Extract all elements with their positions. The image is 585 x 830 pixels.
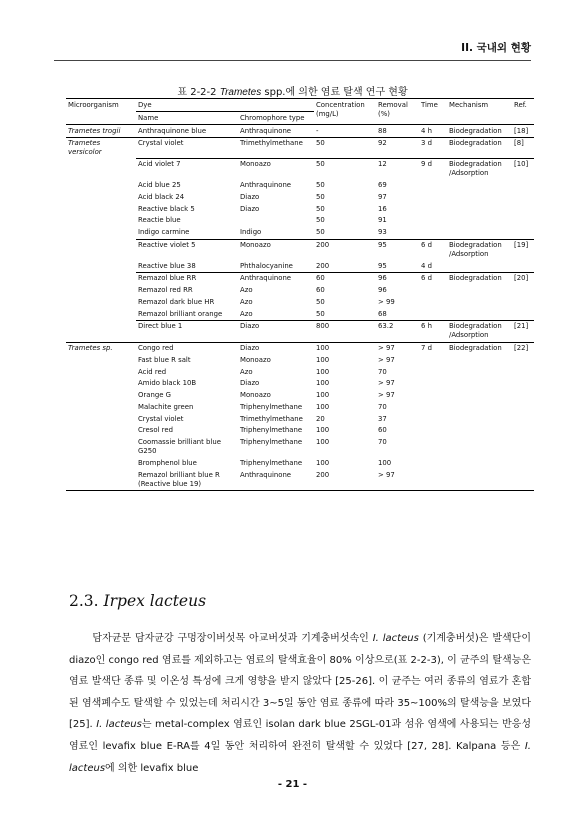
removal-cell: 70 [378,402,387,411]
table-caption [0,83,585,98]
concentration-cell: 50 [316,297,325,306]
organism-cell [66,192,136,204]
concentration-cell: 50 [316,181,325,190]
organism-cell [66,401,136,413]
ref-cell [512,308,534,320]
organism-cell [66,308,136,320]
table-row [66,203,534,215]
concentration-cell: 20 [316,414,325,423]
organism-cell [66,273,136,285]
mechanism-cell [447,180,512,192]
organism-cell [66,215,136,227]
dye-name-cell: Remazol brilliant orange [138,309,223,318]
header-microorganism: Microorganism [66,99,136,112]
table-row [66,457,534,469]
ref-cell: [18] [512,125,534,138]
header-removal: Removal (%) [376,99,419,125]
ref-cell: [8] [512,137,534,158]
dye-name-cell: Orange G [138,391,171,400]
table-row [66,366,534,378]
table-row [66,239,534,260]
concentration-cell: 60 [316,286,325,295]
removal-cell: 69 [378,181,387,190]
removal-cell: > 97 [378,379,395,388]
dye-name-cell: Crystal violet [138,414,184,423]
table-row [66,321,534,343]
mechanism-cell: Biodegradation [447,137,512,158]
concentration-cell: 200 [314,469,376,490]
time-cell [419,457,447,469]
dye-name-cell: Indigo carmine [138,228,190,237]
mechanism-cell: Biodegradation [447,342,512,354]
chromophore-cell: Azo [240,309,253,318]
concentration-cell: 100 [316,367,330,376]
dye-name-cell: Reactive violet 5 [136,239,238,260]
dye-name-cell: Remazol dark blue HR [138,297,215,306]
time-cell [419,469,447,490]
concentration-cell: - [314,125,376,138]
dye-name-cell: Reactive blue 38 [138,261,196,270]
removal-cell: 68 [378,309,387,318]
chromophore-cell: Anthraquinone [238,273,314,285]
time-cell: 9 d [419,159,447,180]
dye-name-cell: Direct blue 1 [136,321,238,343]
mechanism-cell [447,203,512,215]
chromophore-cell: Triphenylmethane [240,438,303,447]
mechanism-cell [447,285,512,297]
time-cell [419,401,447,413]
body-text: 에 의한 levafix blue [105,762,199,774]
mechanism-cell: Biodegradation [447,125,512,138]
dye-name-cell: Bromphenol blue [138,458,197,467]
chromophore-cell: Diazo [238,321,314,343]
body-text: 는 metal-complex 염료인 isolan dark blue 2SGL-01과 섬유 염색에 사용되는 반응성 염료인 levafix blue E-RA를 4일 동안 처리하여 완전히 탈색할 수 있었다 [27, 28]. Kalpana 등은 [69,719,531,752]
organism-cell: Trametes sp. [66,342,136,354]
section-heading [69,592,206,610]
chromophore-cell: Monoazo [238,159,314,180]
organism-cell [66,321,136,343]
section-title: Irpex lacteus [103,592,207,610]
chromophore-cell: Diazo [240,192,260,201]
table-row [66,159,534,180]
mechanism-cell [447,413,512,425]
removal-cell: 12 [376,159,419,180]
ref-cell: [19] [512,239,534,260]
time-cell [419,437,447,458]
chromophore-cell: Monoazo [238,239,314,260]
header-name: Name [136,112,238,125]
organism-cell [66,203,136,215]
mechanism-cell [447,469,512,490]
page-number: - 21 - [277,779,308,790]
mechanism-cell [447,366,512,378]
chromophore-cell: Anthraquinone [240,181,292,190]
dye-name-cell: Remazol blue RR [136,273,238,285]
chromophore-cell: Trimethylmethane [238,137,314,158]
table-row [66,308,534,320]
organism-cell [66,239,136,260]
concentration-cell: 50 [316,204,325,213]
concentration-cell: 100 [316,458,330,467]
removal-cell: 93 [378,228,387,237]
body-text: (기계충버섯)은 발색단이 diazo인 congo red 염료를 제외하고는 염료의 탈색효율이 80% 이상으로(표 2-2-3), 이 균주의 탈색능은 염료 발색단 종류 및 이온성 특성에 크게 영향을 받지 않았다 [25-26]. 이 균주는 여러 종류의 염료가 혼합된 염색폐수도 탈색할 수 있었는데 처리시간 3~5일 동안 염료 종류에 따라 35~100%의 탈색능을 보였다 [25]. [69,633,531,731]
dye-name-cell: Acid violet 7 [136,159,238,180]
species-name: I. lacteus [69,740,531,774]
time-cell [419,413,447,425]
body-paragraph [69,628,531,779]
mechanism-cell [447,297,512,309]
time-cell: 3 d [419,137,447,158]
table-row [66,390,534,402]
chromophore-cell: Trimethylmethane [240,414,303,423]
table-row [66,215,534,227]
organism-cell [66,469,136,490]
organism-cell [66,413,136,425]
organism-cell [66,260,136,272]
header-rule [54,60,531,61]
time-cell: 6 d [419,273,447,285]
table-row [66,180,534,192]
removal-cell: 70 [378,438,387,447]
dye-name-cell: Acid blue 25 [138,181,181,190]
removal-cell: 100 [378,458,392,467]
time-cell [419,308,447,320]
ref-cell: [21] [512,321,534,343]
table-row [66,425,534,437]
concentration-cell: 100 [316,426,330,435]
concentration-cell: 50 [316,216,325,225]
mechanism-cell [447,401,512,413]
header-concentration: Concentration (mg/L) [314,99,376,125]
ref-cell [512,203,534,215]
time-cell [419,297,447,309]
removal-cell: 37 [378,414,387,423]
removal-cell: 63.2 [376,321,419,343]
removal-cell: > 99 [378,297,395,306]
table-row [66,227,534,239]
organism-cell [66,390,136,402]
mechanism-cell [447,378,512,390]
ref-cell [512,401,534,413]
time-cell [419,192,447,204]
removal-cell: 97 [378,192,387,201]
chromophore-cell: Azo [240,297,253,306]
table-row [66,437,534,458]
dye-name-cell: Malachite green [138,402,194,411]
mechanism-cell [447,354,512,366]
ref-cell [512,354,534,366]
mechanism-cell [447,308,512,320]
ref-cell [512,180,534,192]
dye-decolorization-table [66,98,534,491]
time-cell [419,378,447,390]
ref-cell [512,457,534,469]
table-row [66,342,534,354]
table-row [66,413,534,425]
organism-cell [66,180,136,192]
time-cell: 6 d [419,239,447,260]
removal-cell: > 97 [378,391,395,400]
dye-name-cell: Coomassie brilliant blue G250 [138,438,221,456]
chromophore-cell: Diazo [240,379,260,388]
organism-cell [66,378,136,390]
dye-name-cell: Reactie blue [138,216,181,225]
removal-cell: 92 [376,137,419,158]
time-cell [419,285,447,297]
chromophore-cell: Azo [240,286,253,295]
chromophore-cell: Diazo [238,342,314,354]
concentration-cell: 100 [316,391,330,400]
dye-name-cell: Acid black 24 [138,192,185,201]
caption-suffix: spp.에 의한 염료 탈색 연구 현황 [261,87,408,98]
removal-cell: 88 [376,125,419,138]
mechanism-cell: Biodegradation [447,273,512,285]
dye-name-cell: Congo red [136,342,238,354]
concentration-cell: 50 [314,159,376,180]
chromophore-cell: Monoazo [240,391,271,400]
time-cell [419,390,447,402]
removal-cell: 96 [378,286,387,295]
concentration-cell: 800 [314,321,376,343]
table-row [66,285,534,297]
mechanism-cell: Biodegradation /Adsorption [447,159,512,180]
time-cell: 4 h [419,125,447,138]
organism-cell [66,354,136,366]
mechanism-cell [447,437,512,458]
species-name: I. lacteus [96,719,142,731]
mechanism-cell [447,227,512,239]
removal-cell: 95 [376,239,419,260]
dye-name-cell: Acid red [138,367,167,376]
mechanism-cell [447,260,512,272]
chromophore-cell: Triphenylmethane [240,402,303,411]
chromophore-cell [238,215,314,227]
mechanism-cell [447,457,512,469]
ref-cell [512,469,534,490]
ref-cell [512,260,534,272]
running-header: II. 국내외 현황 [461,42,531,54]
header-chromophore: Chromophore type [238,112,314,125]
time-cell: 6 h [419,321,447,343]
chromophore-cell: Diazo [240,204,260,213]
mechanism-cell [447,425,512,437]
removal-cell: 70 [378,367,387,376]
ref-cell: [20] [512,273,534,285]
mechanism-cell [447,192,512,204]
table-row [66,273,534,285]
removal-cell: > 97 [378,355,395,364]
chromophore-cell: Monoazo [240,355,271,364]
organism-cell [66,366,136,378]
chromophore-cell: Phthalocyanine [240,261,293,270]
organism-cell [66,297,136,309]
mechanism-cell [447,390,512,402]
ref-cell: [10] [512,159,534,180]
header-blank [66,112,136,125]
ref-cell [512,215,534,227]
organism-cell: Trametes versicolor [66,137,136,158]
chromophore-cell: Anthraquinone [238,125,314,138]
header-mechanism: Mechanism [447,99,512,125]
mechanism-cell: Biodegradation /Adsorption [447,239,512,260]
table-row [66,137,534,158]
ref-cell [512,297,534,309]
species-name: I. lacteus [372,633,419,644]
dye-name-cell: Remazol red RR [138,286,193,295]
concentration-cell: 100 [316,438,330,447]
dye-name-cell: Fast blue R salt [138,355,191,364]
dye-name-cell: Crystal violet [136,137,238,158]
time-cell [419,215,447,227]
table-row [66,469,534,490]
removal-cell: 96 [376,273,419,285]
table-row [66,401,534,413]
time-cell [419,203,447,215]
concentration-cell: 50 [316,228,325,237]
ref-cell [512,437,534,458]
table-row [66,297,534,309]
header-time: Time [419,99,447,125]
ref-cell [512,366,534,378]
time-cell [419,354,447,366]
organism-cell [66,227,136,239]
ref-cell [512,285,534,297]
chromophore-cell: Azo [240,367,253,376]
concentration-cell: 100 [314,342,376,354]
organism-cell [66,425,136,437]
concentration-cell: 200 [314,239,376,260]
dye-name-cell: Cresol red [138,426,173,435]
time-cell: 4 d [421,261,432,270]
removal-cell: 95 [378,261,387,270]
organism-cell [66,285,136,297]
header-ref: Ref. [512,99,534,125]
body-text: 담자균문 담자균강 구멍장이버섯목 아교버섯과 기계충버섯속인 [92,633,373,644]
concentration-cell: 60 [314,273,376,285]
time-cell [419,227,447,239]
table-row [66,378,534,390]
organism-cell [66,159,136,180]
time-cell [419,366,447,378]
concentration-cell: 50 [316,309,325,318]
table-row [66,192,534,204]
table-row [66,260,534,272]
section-number: 2.3. [69,592,104,610]
table-row [66,354,534,366]
concentration-cell: 100 [316,355,330,364]
removal-cell: > 97 [376,342,419,354]
concentration-cell: 100 [316,402,330,411]
ref-cell [512,378,534,390]
organism-cell [66,437,136,458]
concentration-cell: 50 [316,192,325,201]
organism-cell [66,457,136,469]
removal-cell: 91 [378,216,387,225]
mechanism-cell [447,215,512,227]
dye-name-cell: Amido black 10B [138,379,197,388]
ref-cell [512,192,534,204]
time-cell [419,425,447,437]
removal-cell: > 97 [376,469,419,490]
dye-name-cell: Anthraquinone blue [136,125,238,138]
ref-cell [512,227,534,239]
removal-cell: 16 [378,204,387,213]
removal-cell: 60 [378,426,387,435]
ref-cell [512,390,534,402]
concentration-cell: 200 [316,261,330,270]
ref-cell [512,425,534,437]
chromophore-cell: Anthraquinone [238,469,314,490]
caption-prefix: 표 2-2-2 [177,87,220,98]
time-cell: 7 d [419,342,447,354]
chromophore-cell: Triphenylmethane [240,458,303,467]
chromophore-cell: Triphenylmethane [240,426,303,435]
concentration-cell: 50 [314,137,376,158]
ref-cell: [22] [512,342,534,354]
concentration-cell: 100 [316,379,330,388]
caption-genus: Trametes [219,87,262,98]
time-cell [419,180,447,192]
table-row [66,125,534,138]
dye-name-cell: Remazol brilliant blue R (Reactive blue 19) [136,469,238,490]
organism-cell: Trametes trogii [66,125,136,138]
header-dye: Dye [136,99,314,112]
chromophore-cell: Indigo [240,228,262,237]
ref-cell [512,413,534,425]
dye-name-cell: Reactive black 5 [138,204,195,213]
mechanism-cell: Biodegradation /Adsorption [447,321,512,343]
